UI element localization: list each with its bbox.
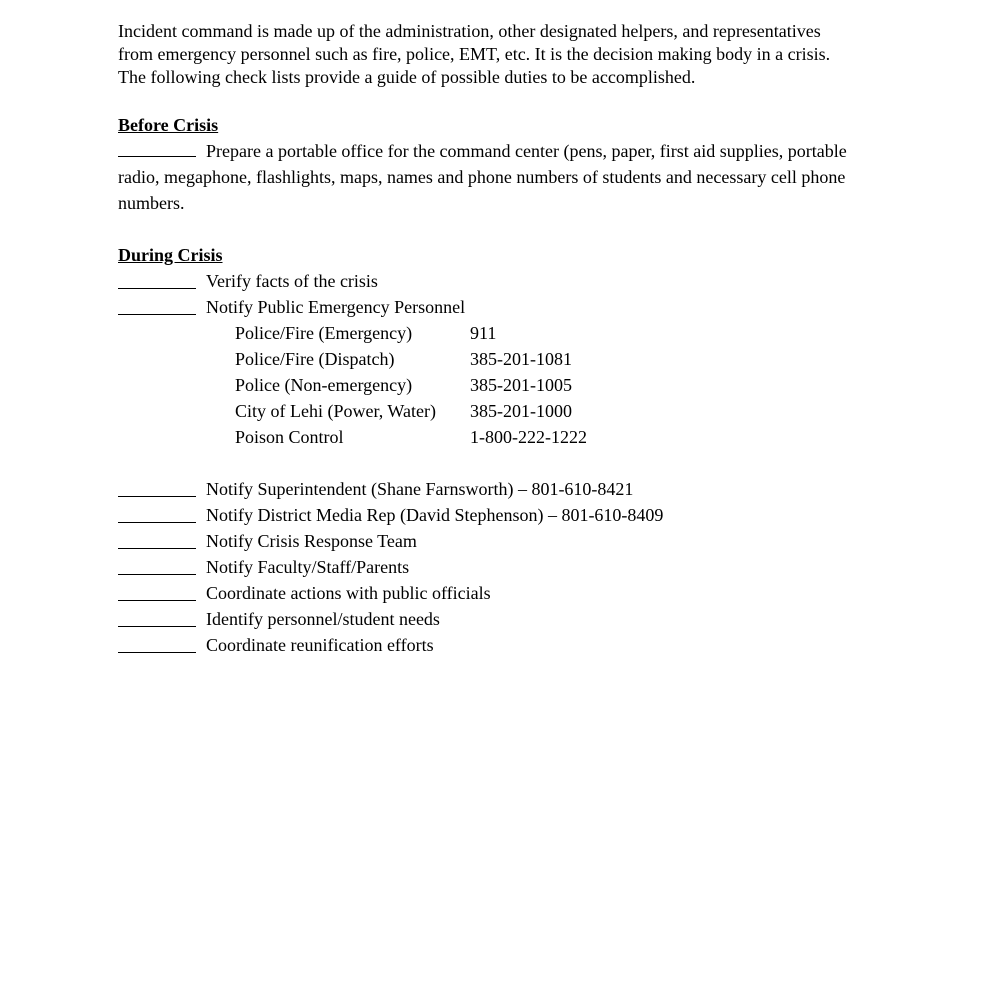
checklist-item [118, 528, 848, 554]
checkbox-blank[interactable] [118, 632, 196, 653]
checklist-item [118, 632, 848, 658]
checklist-item-text: Identify personnel/student needs [206, 609, 440, 629]
checkbox-blank[interactable] [118, 606, 196, 627]
emergency-contacts-list [235, 320, 848, 450]
checkbox-blank[interactable] [118, 476, 196, 497]
checklist-item [118, 580, 848, 606]
checkbox-blank[interactable] [118, 580, 196, 601]
contact-phone: 911 [470, 323, 497, 343]
checklist-item-text: Notify District Media Rep (David Stephenson) – 801-610-8409 [206, 505, 664, 525]
before-crisis-heading: Before Crisis [118, 115, 219, 135]
checkbox-blank[interactable] [118, 294, 196, 315]
checkbox-blank[interactable] [118, 528, 196, 549]
contact-phone: 385-201-1081 [470, 349, 572, 369]
contact-row [235, 372, 848, 398]
checklist-item [118, 294, 848, 320]
contact-row [235, 320, 848, 346]
contact-phone: 385-201-1005 [470, 375, 572, 395]
contact-name: Poison Control [235, 427, 344, 447]
checklist-item [118, 502, 848, 528]
checkbox-blank[interactable] [118, 268, 196, 289]
checklist-item-text: Coordinate actions with public officials [206, 583, 491, 603]
checklist-item-text: Notify Faculty/Staff/Parents [206, 557, 410, 577]
checkbox-blank[interactable] [118, 138, 196, 157]
contact-phone: 1-800-222-1222 [470, 427, 587, 447]
contact-phone: 385-201-1000 [470, 401, 572, 421]
before-crisis-item-text: Prepare a portable office for the command center (pens, paper, first aid supplies, portable radio, megaphone, flashlights, maps, names and phone numbers of students and necessary cell phone numbers. [118, 141, 847, 213]
checklist-item-text: Notify Superintendent (Shane Farnsworth) – 801-610-8421 [206, 479, 634, 499]
checkbox-blank[interactable] [118, 554, 196, 575]
checklist-item [118, 606, 848, 632]
during-items-top [118, 268, 848, 320]
checklist-item-text: Notify Public Emergency Personnel [206, 297, 466, 317]
contact-row [235, 398, 848, 424]
checklist-item [118, 476, 848, 502]
during-items-bottom [118, 476, 848, 658]
during-crisis-heading: During Crisis [118, 245, 223, 265]
checklist-item-text: Notify Crisis Response Team [206, 531, 417, 551]
contact-row [235, 346, 848, 372]
checklist-item-text: Coordinate reunification efforts [206, 635, 434, 655]
contact-name: Police (Non-emergency) [235, 375, 413, 395]
contact-name: Police/Fire (Emergency) [235, 323, 413, 343]
before-crisis-item [118, 138, 848, 216]
document-page [118, 20, 848, 658]
intro-paragraph: Incident command is made up of the administration, other designated helpers, and representatives from emergency personnel such as fire, police, EMT, etc. It is the decision making body in a crisis. The following check lists provide a guide of possible duties to be accomplished. [118, 21, 831, 87]
spacer [118, 450, 848, 476]
contact-name: Police/Fire (Dispatch) [235, 349, 395, 369]
checklist-item [118, 554, 848, 580]
contact-name: City of Lehi (Power, Water) [235, 401, 436, 421]
checklist-item [118, 268, 848, 294]
checkbox-blank[interactable] [118, 502, 196, 523]
checklist-item-text: Verify facts of the crisis [206, 271, 378, 291]
contact-row [235, 424, 848, 450]
